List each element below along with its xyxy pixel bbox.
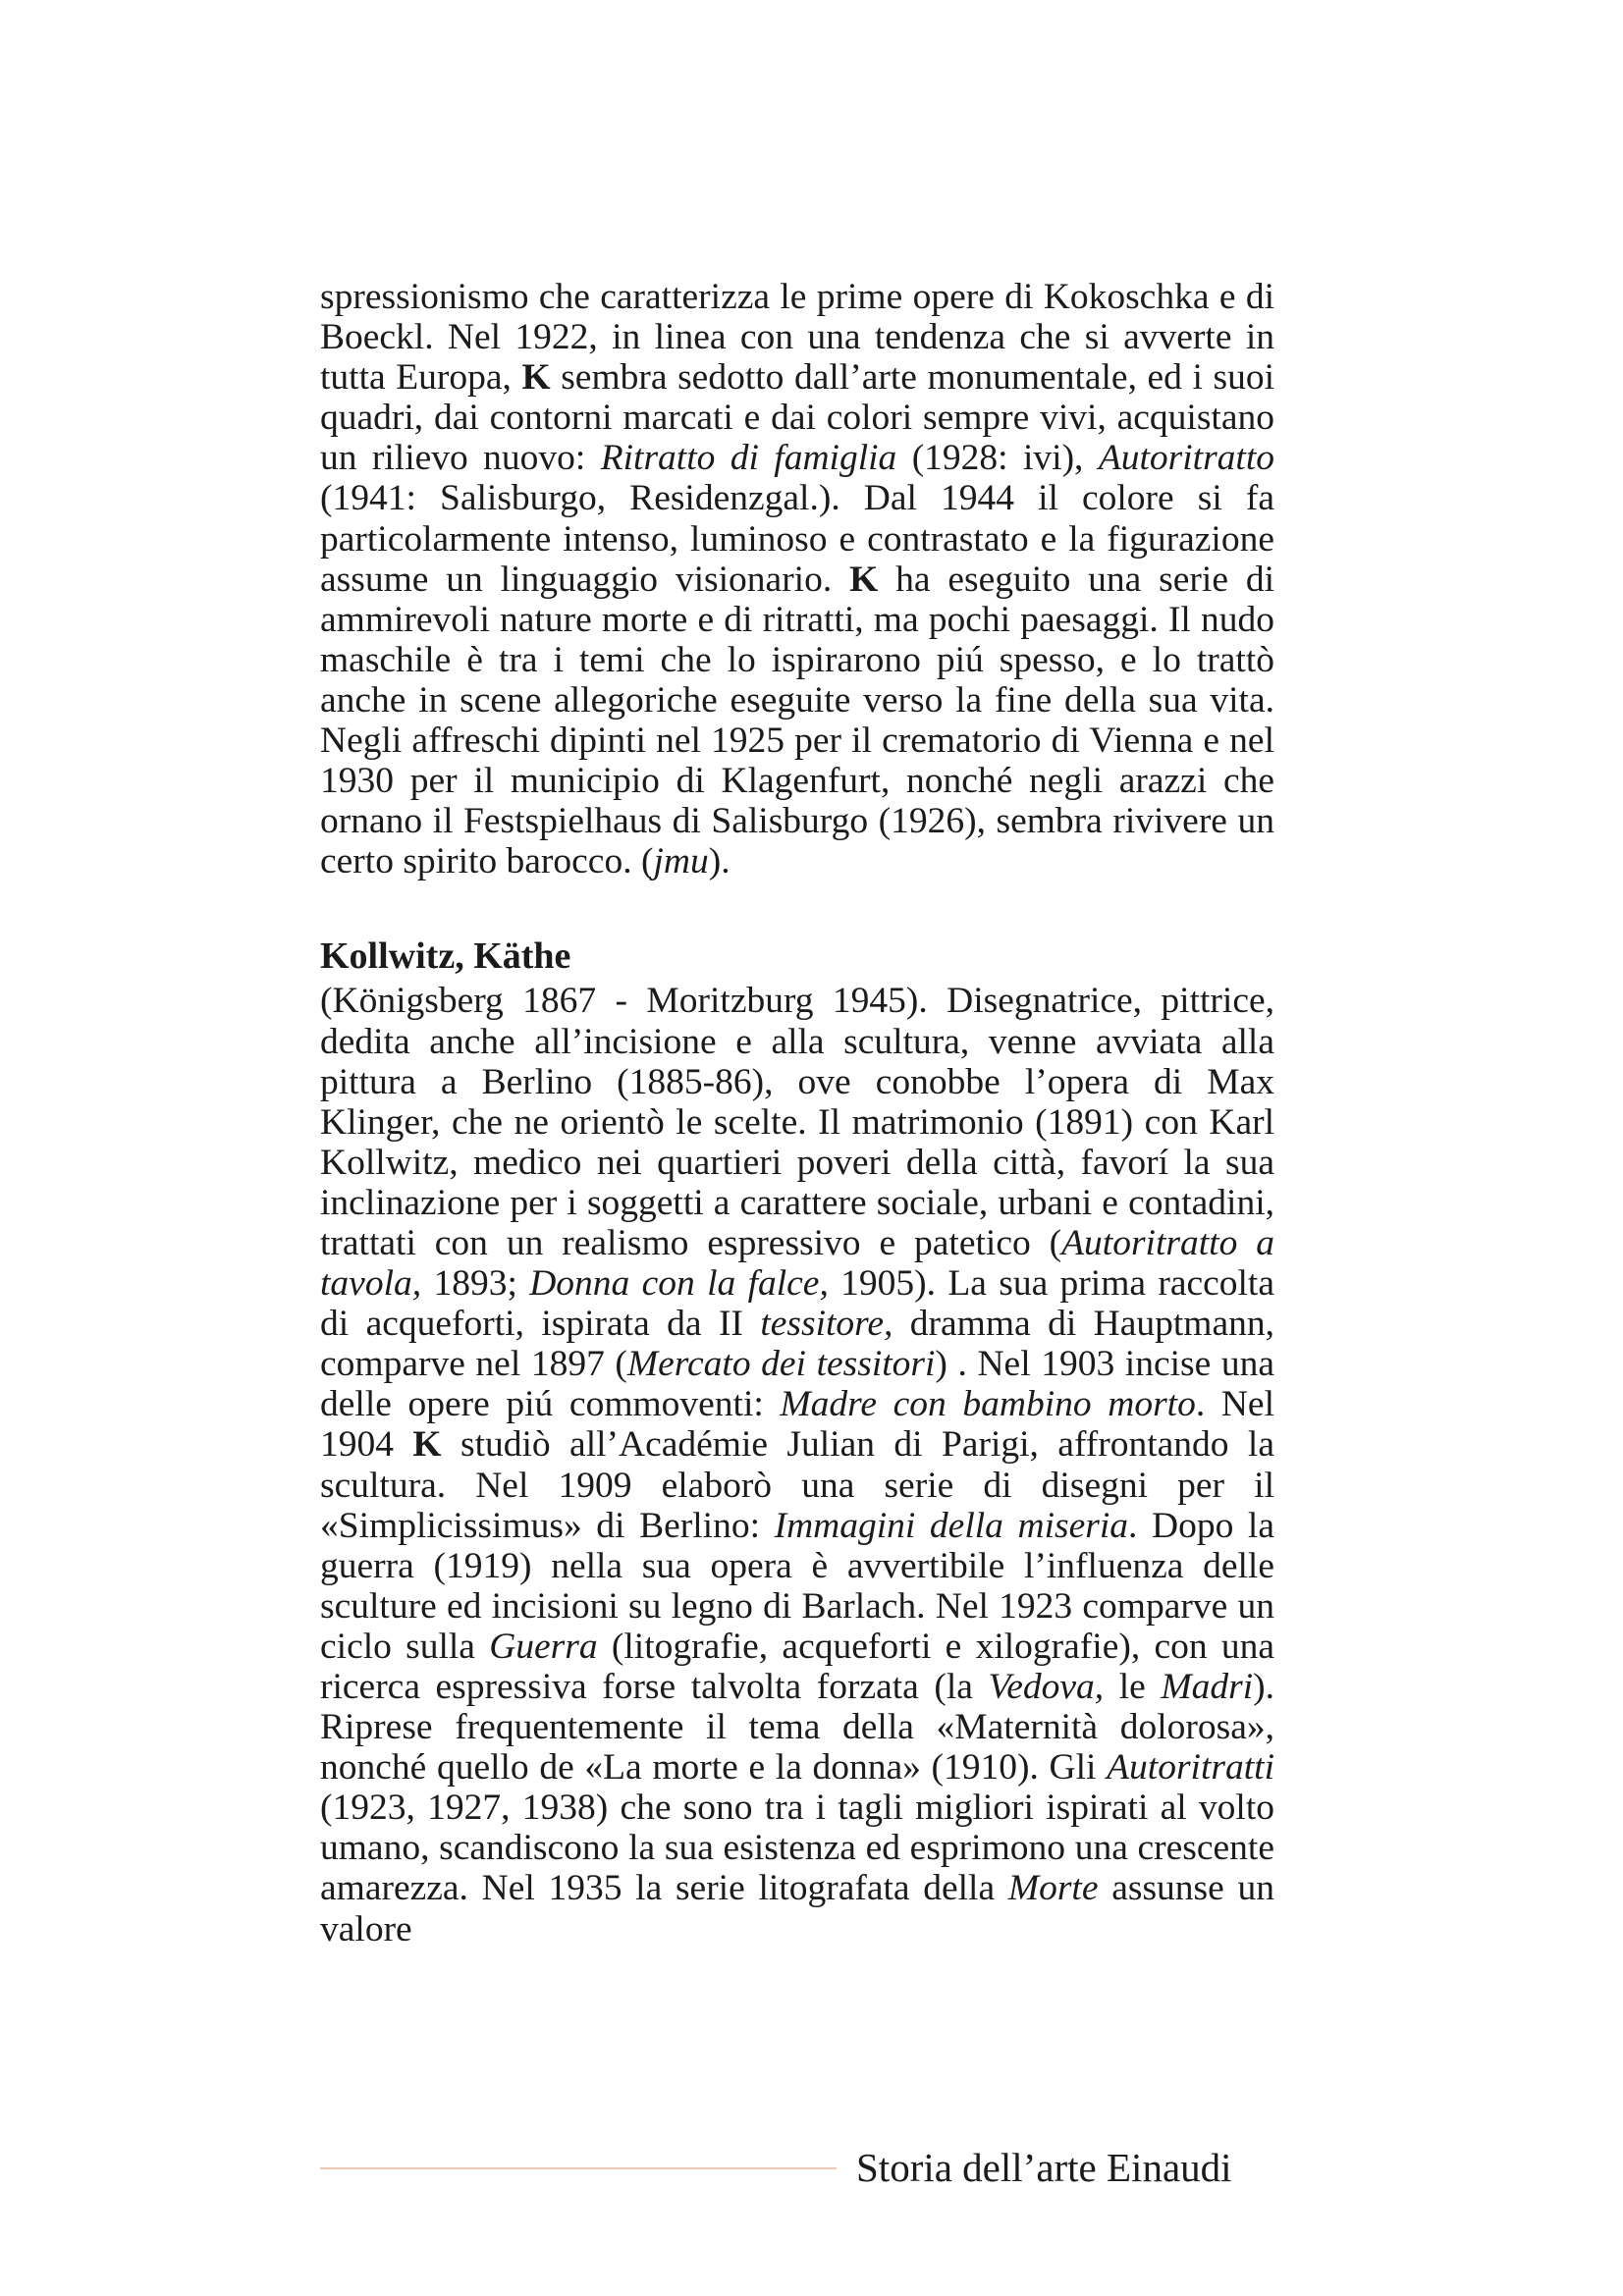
text-segment: assunse un valore xyxy=(320,1868,1274,1949)
artwork-title: Autoritratto xyxy=(1098,438,1274,479)
entry-title: Kollwitz, Käthe xyxy=(320,935,571,978)
text-segment: studiò all’Académie Julian di Parigi, affrontando la scultura. Nel 1909 elaborò una serie di disegni per il «Simplicissimus» di Berlino: xyxy=(320,1424,1274,1546)
artwork-title: Donna con la falce, xyxy=(529,1263,829,1305)
text-segment: dramma di Hauptmann, comparve nel 1897 ( xyxy=(320,1304,1274,1385)
text-segment: . Dopo la guerra (1919) nella sua opera è avvertibile l’influenza delle sculture ed incisioni su legno di Barlach. Nel 1923 comparve un ciclo sulla xyxy=(320,1505,1274,1667)
artwork-title: Morte xyxy=(1007,1868,1099,1909)
text-segment: 1905). La sua prima raccolta di acqueforti, ispirata da II xyxy=(320,1263,1274,1345)
artwork-title: Immagini della miseria xyxy=(774,1505,1129,1546)
footer-source: Storia dell’arte Einaudi xyxy=(856,2145,1232,2190)
artist-initial: K xyxy=(412,1424,442,1466)
artwork-title: Mercato dei tessitori xyxy=(626,1344,936,1385)
text-segment: . Nel 1904 xyxy=(320,1384,1274,1466)
text-segment: sembra sedotto dall’arte monumentale, ed i suoi quadri, dai contorni marcati e dai colori sempre vivi, acquistano un rilievo nuovo: xyxy=(320,357,1274,479)
footer-divider xyxy=(320,2167,837,2169)
text-segment: ha eseguito una serie di ammirevoli nature morte e di ritratti, ma pochi paesaggi. Il nudo maschile è tra i temi che lo ispirarono piú spesso, e lo trattò anche in scene allegoriche eseguite verso la fine della sua vita. Negli affreschi dipinti nel 1925 per il crematorio di Vienna e nel 1930 per il municipio di Klagenfurt, nonché negli arazzi che ornano il Festspielhaus di Salisburgo (1926), sembra rivivere un certo spirito barocco. ( xyxy=(320,559,1274,882)
artwork-title: Autoritratto a tavola, xyxy=(320,1222,1274,1305)
entry-paragraph xyxy=(320,981,1274,1949)
author-initials: jmu xyxy=(653,841,709,882)
text-segment: ). xyxy=(708,841,730,882)
text-segment: (Königsberg 1867 - Moritzburg 1945). Disegnatrice, pittrice, dedita anche all’incisione e alla scultura, venne avviata alla pittura a Berlino (1885-86), ove conobbe l’opera di Max Klinger, che ne orientò le scelte. Il matrimonio (1891) con Karl Kollwitz, medico nei quartieri poveri della città, favorí la sua inclinazione per i soggetti a carattere sociale, urbani e contadini, trattati con un realismo espressivo e patetico ( xyxy=(320,981,1274,1263)
artwork-title: Guerra xyxy=(489,1626,598,1667)
text-segment: le xyxy=(1104,1667,1162,1707)
text-segment: (litografie, acqueforti e xilografie), con una ricerca espressiva forse talvolta forzata (la xyxy=(320,1626,1274,1707)
artwork-title: Madri xyxy=(1161,1667,1254,1707)
artwork-title: Autoritratti xyxy=(1107,1747,1274,1789)
text-segment: (1941: Salisburgo, Residenzgal.). Dal 1944 il colore si fa particolarmente intenso, luminoso e contrastato e la figurazione assume un linguaggio visionario. xyxy=(320,478,1274,600)
artist-initial: K xyxy=(521,357,551,399)
artist-initial: K xyxy=(849,559,879,600)
text-segment: (1923, 1927, 1938) che sono tra i tagli migliori ispirati al volto umano, scandiscono la sua esistenza ed esprimono una crescente amarezza. Nel 1935 la serie litografata della xyxy=(320,1788,1274,1909)
artwork-title: Madre con bambino morto xyxy=(780,1384,1196,1425)
text-segment: spressionismo che caratterizza le prime opere di Kokoschka e di Boeckl. Nel 1922, in linea con una tendenza che si avverte in tutta Europa, xyxy=(320,277,1274,399)
page-body xyxy=(320,277,1274,1949)
text-segment: 1893; xyxy=(421,1263,530,1305)
continuation-paragraph xyxy=(320,277,1274,881)
text-segment: ). Riprese frequentemente il tema della «Maternità dolorosa», nonché quello de «La morte e la donna» (1910). Gli xyxy=(320,1667,1274,1789)
text-segment: (1928: ivi), xyxy=(896,438,1099,479)
artwork-title: tessitore, xyxy=(760,1304,893,1345)
text-segment: ) . Nel 1903 incise una delle opere piú commoventi: xyxy=(320,1344,1275,1425)
artwork-title: Ritratto di famiglia xyxy=(600,438,897,479)
artwork-title: Vedova, xyxy=(988,1667,1105,1707)
